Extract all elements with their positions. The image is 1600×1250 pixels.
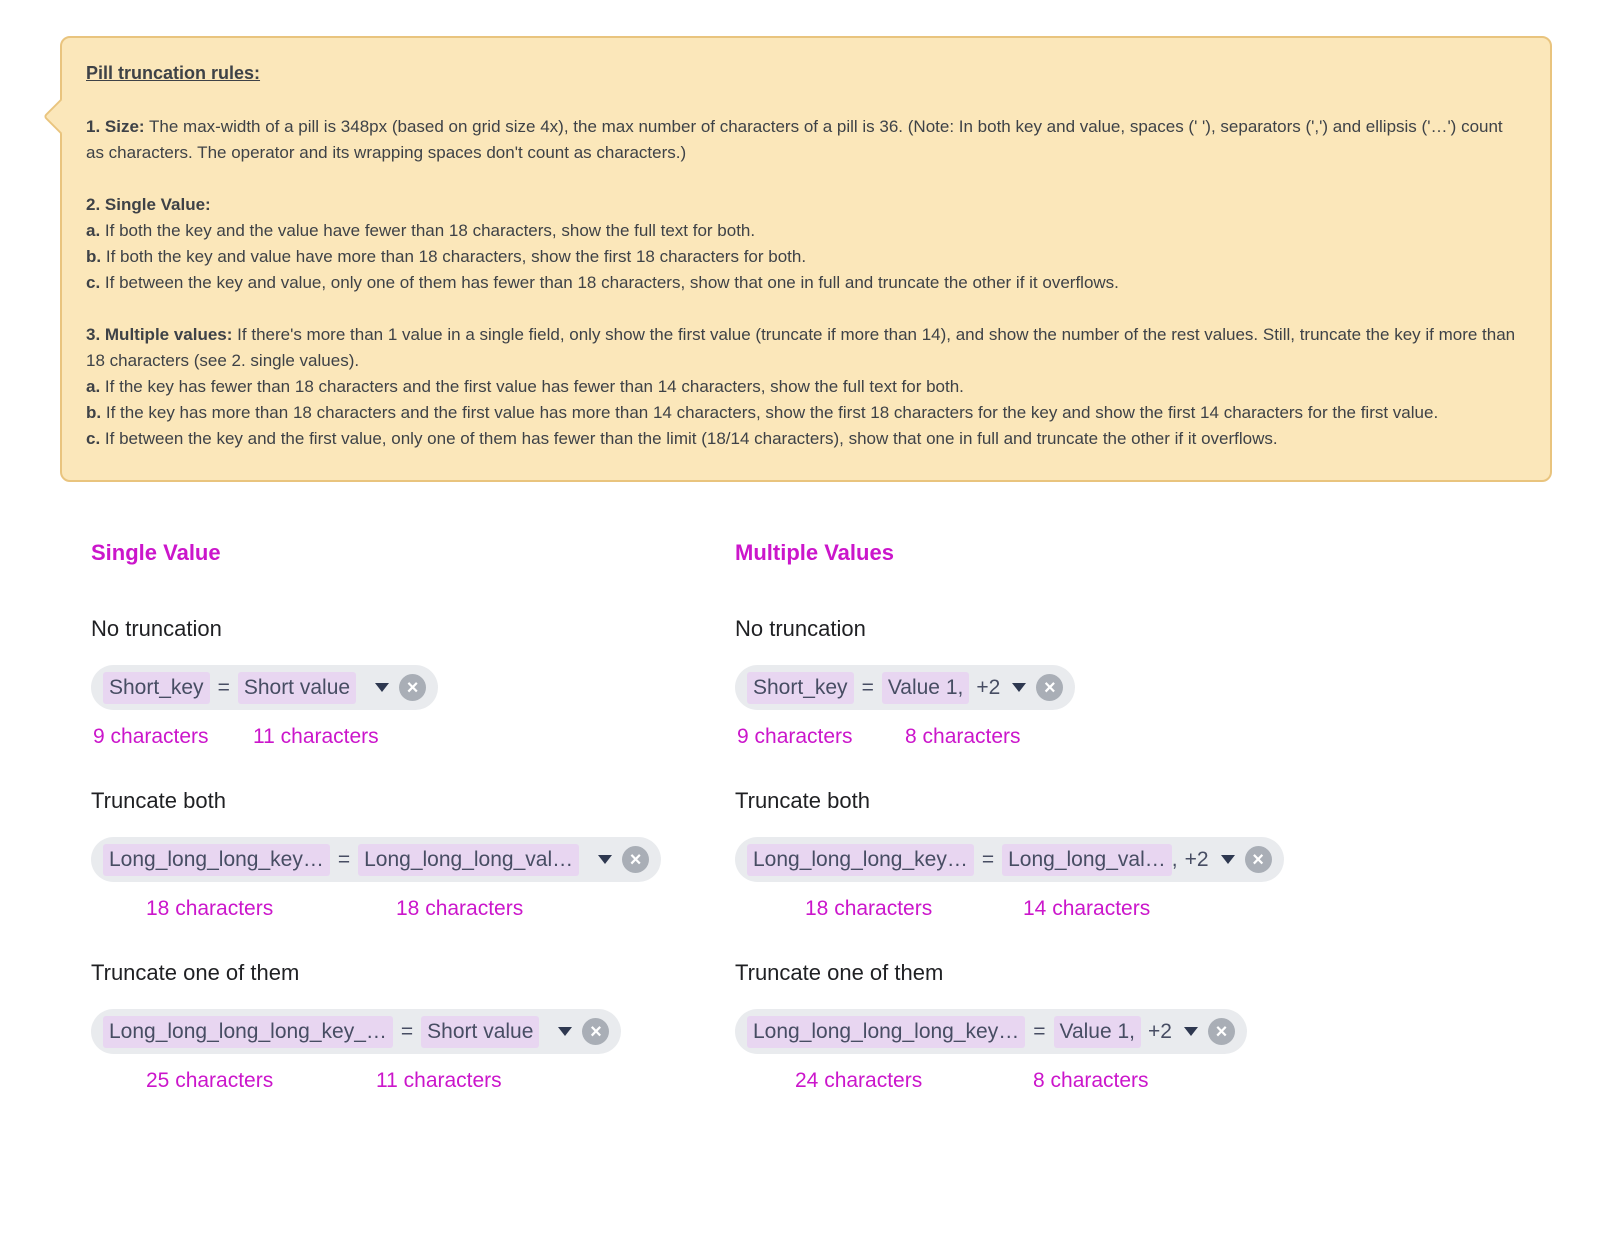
filter-pill[interactable]	[91, 665, 438, 710]
example-label: Truncate one of them	[91, 960, 300, 985]
key-char-count: 25 characters	[146, 1069, 274, 1092]
close-icon[interactable]: ×	[1245, 846, 1272, 873]
pill-key: Long_long_long_long_key_…	[103, 1016, 393, 1048]
pill-operator: =	[337, 847, 351, 871]
pill-value: Short value	[421, 1016, 539, 1048]
pill-operator: =	[1033, 1019, 1046, 1043]
pill-key: Short_key	[103, 672, 210, 704]
pill-value: Long_long_val…	[1002, 844, 1172, 876]
example-label: Truncate both	[735, 788, 870, 813]
close-icon[interactable]: ×	[399, 674, 426, 701]
multiple-values-column	[735, 540, 1379, 1132]
key-char-count: 18 characters	[146, 897, 274, 920]
chevron-down-icon[interactable]	[1221, 855, 1235, 864]
example-label: No truncation	[735, 616, 866, 641]
rule-line	[86, 218, 1524, 244]
pill-more-count: +2	[1184, 847, 1209, 871]
pill-operator: =	[400, 1019, 414, 1043]
single-value-column	[91, 540, 735, 1132]
rule-item-text: If the key has fewer than 18 characters and the first value has fewer than 14 characters, show the full text for both.	[104, 377, 964, 396]
rule-line	[86, 400, 1524, 426]
value-char-count: 11 characters	[376, 1069, 502, 1092]
chevron-down-icon[interactable]	[1184, 1027, 1198, 1036]
pill-separator: ,	[1171, 847, 1178, 871]
pill-operator: =	[981, 847, 995, 871]
rule-item-lead: b.	[86, 247, 102, 266]
chevron-down-icon[interactable]	[375, 683, 389, 692]
example-label: Truncate one of them	[735, 960, 944, 985]
rule-item-text: If between the key and the first value, only one of them has fewer than the limit (18/14 characters), show that one in full and truncate the other if it overflows.	[104, 429, 1278, 448]
close-icon[interactable]: ×	[622, 846, 649, 873]
examples-area	[91, 540, 1600, 1132]
example-no-truncation	[91, 616, 735, 750]
note-pointer-icon	[43, 99, 78, 134]
key-char-count: 24 characters	[795, 1069, 923, 1092]
rule-multiple-values-text: If there's more than 1 value in a single field, only show the first value (truncate if more than 14), and show the number of the rest values. Still, truncate the key if more than 18 characters (see 2. single values).	[86, 325, 1516, 370]
value-char-count: 8 characters	[1033, 1069, 1149, 1092]
rule-line	[86, 270, 1524, 296]
char-counts	[735, 1068, 1379, 1094]
example-truncate-both	[735, 788, 1379, 922]
close-icon[interactable]: ×	[1036, 674, 1063, 701]
rule-multiple-values	[86, 322, 1524, 452]
filter-pill[interactable]	[91, 1009, 621, 1054]
pill-operator: =	[861, 675, 874, 699]
rule-size	[86, 114, 1524, 166]
pill-key: Short_key	[747, 672, 854, 704]
close-icon[interactable]: ×	[582, 1018, 609, 1045]
pill-value: Long_long_long_val…	[358, 844, 579, 876]
example-label: No truncation	[91, 616, 222, 641]
rule-item-lead: c.	[86, 429, 101, 448]
filter-pill[interactable]	[735, 837, 1284, 882]
value-char-count: 8 characters	[905, 725, 1021, 748]
rule-multiple-values-intro	[86, 325, 1515, 370]
rule-line	[86, 374, 1524, 400]
char-counts	[91, 896, 735, 922]
pill-value: Value 1,	[882, 672, 970, 704]
rule-single-value	[86, 192, 1524, 296]
close-icon[interactable]: ×	[1208, 1018, 1235, 1045]
rule-single-value-lead: 2. Single Value:	[86, 195, 211, 214]
rule-line	[86, 244, 1524, 270]
key-char-count: 18 characters	[805, 897, 933, 920]
pill-more-count: +2	[976, 675, 1001, 699]
filter-pill[interactable]	[735, 1009, 1247, 1054]
pill-value: Short value	[238, 672, 356, 704]
rule-line	[86, 192, 1524, 218]
rule-multiple-values-lead: 3. Multiple values:	[86, 325, 233, 344]
pill-key: Long_long_long_long_key…	[747, 1016, 1025, 1048]
example-truncate-one	[91, 960, 735, 1094]
rule-item-lead: a.	[86, 377, 101, 396]
example-truncate-both	[91, 788, 735, 922]
example-label: Truncate both	[91, 788, 226, 813]
key-char-count: 9 characters	[93, 725, 209, 748]
rule-line	[86, 426, 1524, 452]
filter-pill[interactable]	[91, 837, 661, 882]
chevron-down-icon[interactable]	[1012, 683, 1026, 692]
chevron-down-icon[interactable]	[598, 855, 612, 864]
char-counts	[735, 724, 1379, 750]
example-truncate-one	[735, 960, 1379, 1094]
char-counts	[735, 896, 1379, 922]
pill-more-count: +2	[1148, 1019, 1172, 1043]
pill-operator: =	[217, 675, 230, 699]
pill-key: Long_long_long_key…	[103, 844, 330, 876]
rule-item-text: If between the key and value, only one of them has fewer than 18 characters, show that one in full and truncate the other if it overflows.	[104, 273, 1119, 292]
rule-item-text: If the key has more than 18 characters and the first value has more than 14 characters, show the first 18 characters for the key and show the first 14 characters for the first value.	[105, 403, 1439, 422]
rule-item-lead: c.	[86, 273, 101, 292]
single-value-heading: Single Value	[91, 540, 221, 565]
value-char-count: 18 characters	[396, 897, 524, 920]
pill-value: Value 1,	[1054, 1016, 1142, 1048]
pill-truncation-note	[60, 36, 1552, 482]
rule-item-lead: b.	[86, 403, 102, 422]
char-counts	[91, 1068, 735, 1094]
example-no-truncation	[735, 616, 1379, 750]
rule-size-text: The max-width of a pill is 348px (based on grid size 4x), the max number of characters of a pill is 36. (Note: In both key and value, spaces (' '), separators (',') and ellipsis ('…') count as characters. The operator and its wrapping spaces don't count as characters.)	[86, 117, 1503, 162]
multiple-values-heading: Multiple Values	[735, 540, 894, 565]
rule-item-text: If both the key and the value have fewer than 18 characters, show the full text for both.	[104, 221, 756, 240]
rule-item-lead: a.	[86, 221, 101, 240]
char-counts	[91, 724, 735, 750]
pill-key: Long_long_long_key…	[747, 844, 974, 876]
chevron-down-icon[interactable]	[558, 1027, 572, 1036]
note-title: Pill truncation rules:	[86, 63, 261, 83]
filter-pill[interactable]	[735, 665, 1075, 710]
value-char-count: 14 characters	[1023, 897, 1151, 920]
value-char-count: 11 characters	[253, 725, 379, 748]
rule-item-text: If both the key and value have more than 18 characters, show the first 18 characters for both.	[105, 247, 807, 266]
rule-size-lead: 1. Size:	[86, 117, 145, 136]
key-char-count: 9 characters	[737, 725, 853, 748]
